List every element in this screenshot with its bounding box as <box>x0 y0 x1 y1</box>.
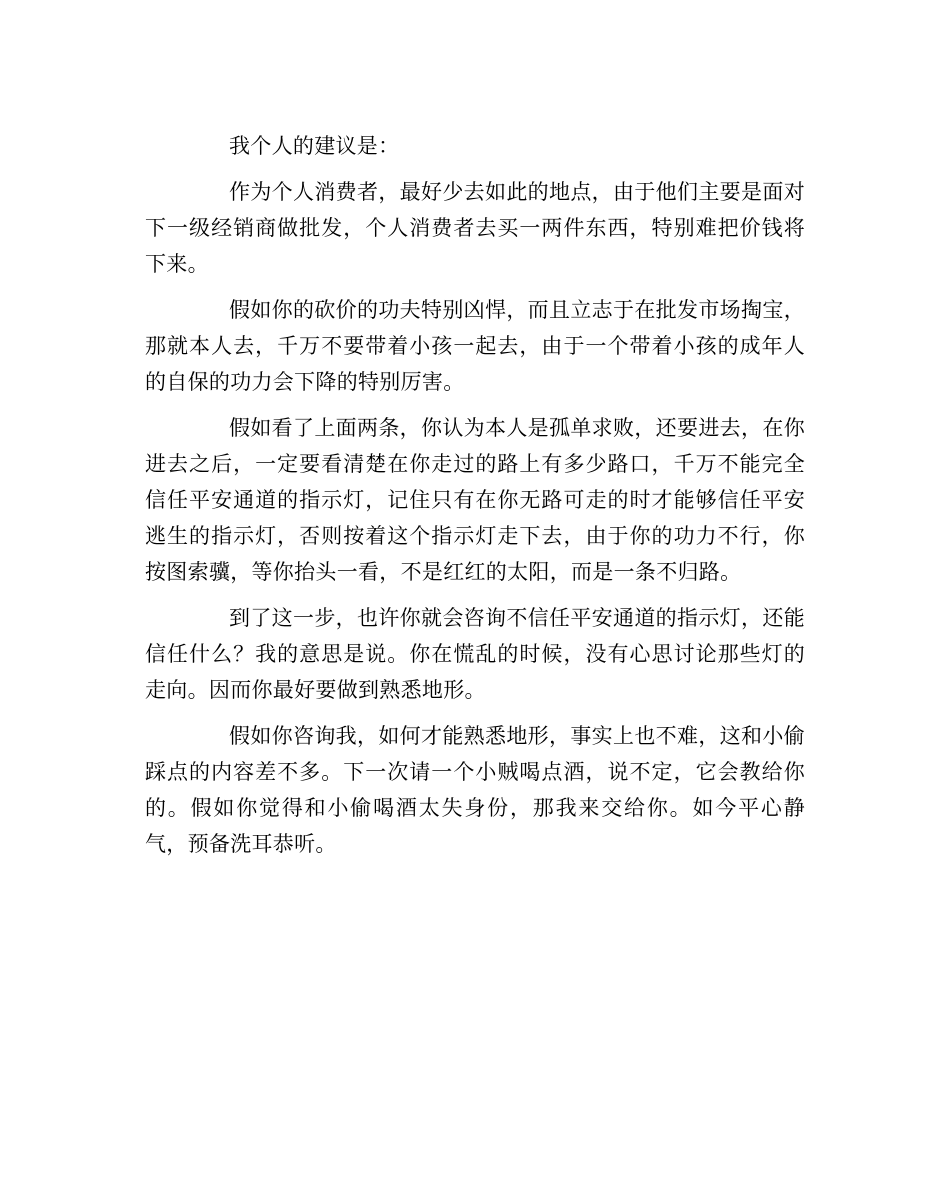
paragraph-exit-signs: 假如看了上面两条，你认为本人是孤单求败，还要进去，在你进去之后，一定要看清楚在你走过的路上有多少路口，千万不能完全信任平安通道的指示灯，记住只有在你无路可走的时才能够信任平安逃生的指示灯，否则按着这个指示灯走下去，由于你的功力不行，你按图索骥，等你抬头一看，不是红红的太阳，而是一条不归路。 <box>145 416 805 584</box>
paragraph-consumer-advice: 作为个人消费者，最好少去如此的地点，由于他们主要是面对下一级经销商做批发，个人消费者去买一两件东西，特别难把价钱将下来。 <box>145 180 805 276</box>
paragraph-intro: 我个人的建议是： <box>229 134 400 158</box>
paragraph-know-terrain: 到了这一步，也许你就会咨询不信任平安通道的指示灯，还能信任什么？我的意思是说。你在慌乱的时候，没有心思讨论那些灯的走向。因而你最好要做到熟悉地形。 <box>145 606 805 702</box>
paragraph-bargaining: 假如你的砍价的功夫特别凶悍，而且立志于在批发市场掏宝，那就本人去，千万不要带着小孩一起去，由于一个带着小孩的成年人的自保的功力会下降的特别厉害。 <box>145 298 805 394</box>
paragraph-conclusion: 假如你咨询我，如何才能熟悉地形，事实上也不难，这和小偷踩点的内容差不多。下一次请一个小贼喝点酒，说不定，它会教给你的。假如你觉得和小偷喝酒太失身份，那我来交给你。如今平心静气，预备洗耳恭听。 <box>145 724 805 856</box>
document-body <box>145 128 805 872</box>
